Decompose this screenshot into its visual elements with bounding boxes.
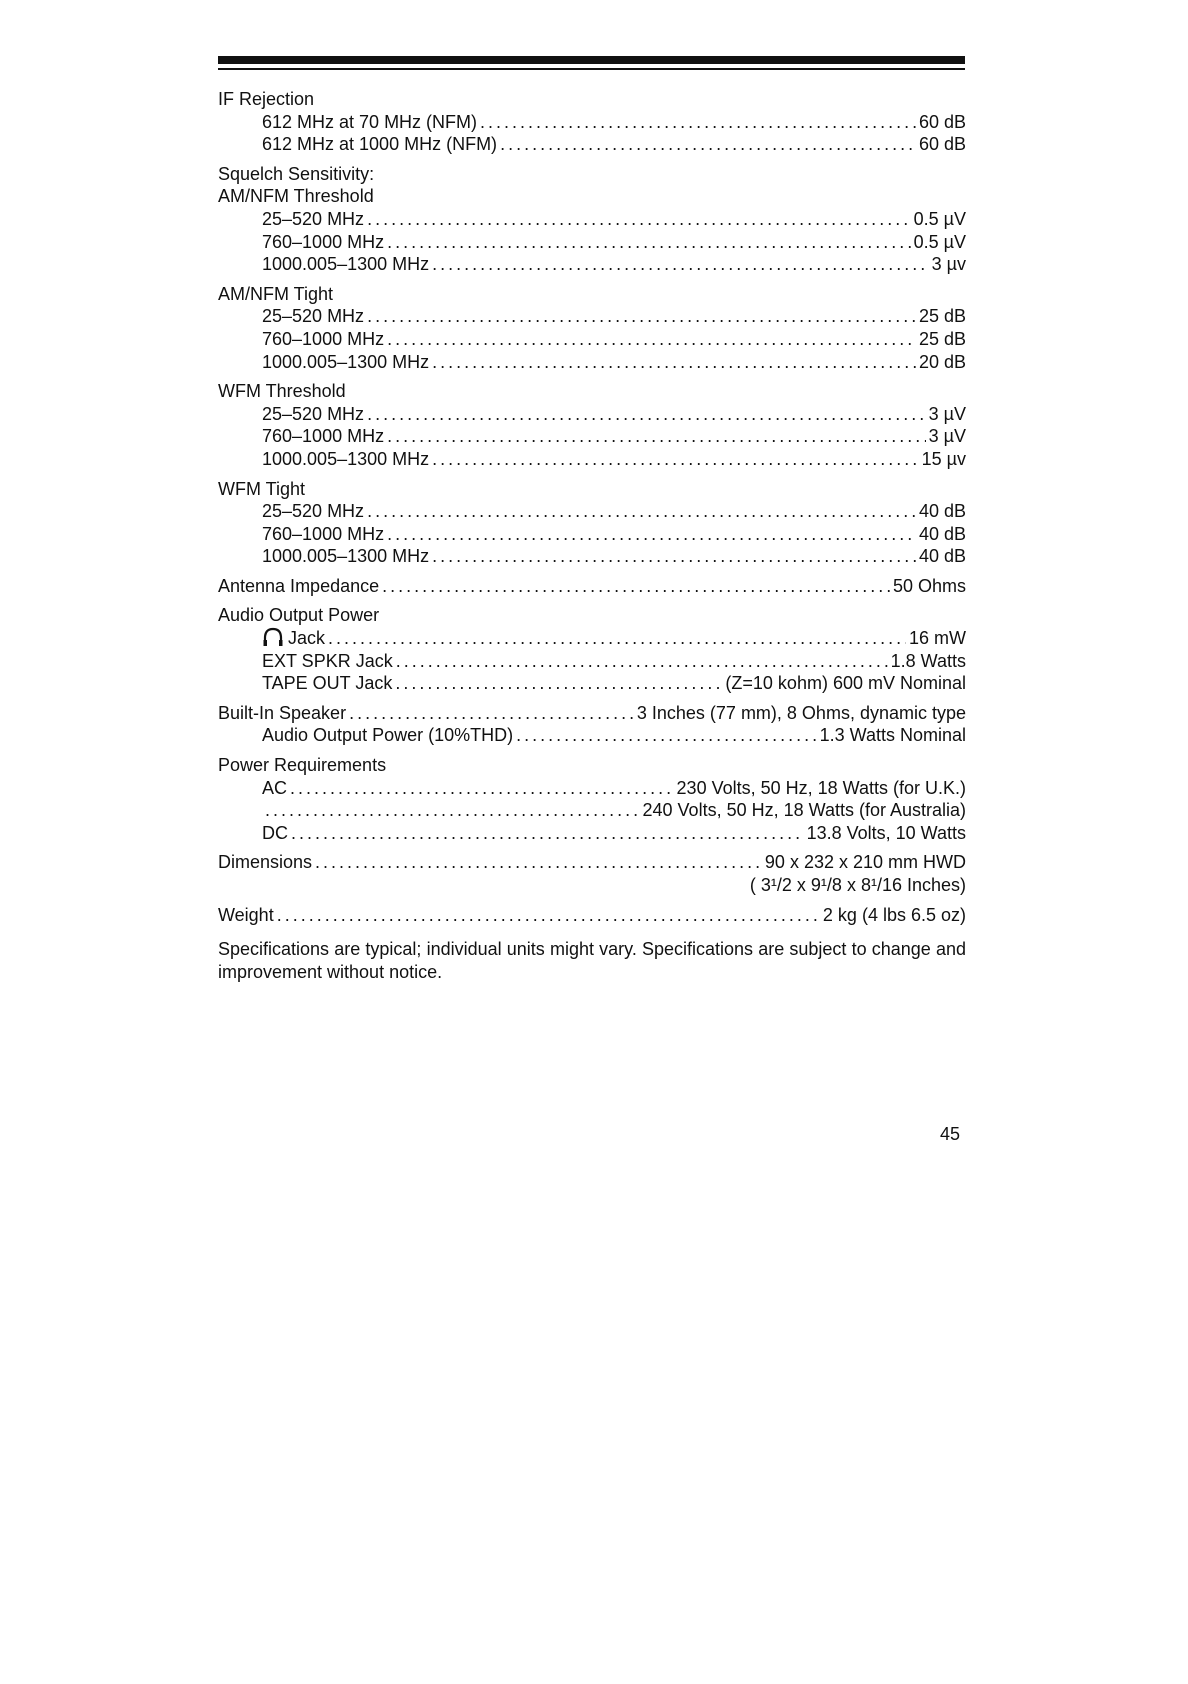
spec-row [218, 777, 966, 800]
spec-row [218, 328, 966, 351]
spec-label: 25–520 MHz [262, 306, 365, 327]
spec-label: Weight [218, 904, 274, 925]
spec-value: 40 dB [918, 523, 966, 544]
spec-row [218, 133, 966, 156]
spec-value: 0.5 µV [913, 208, 966, 229]
speaker-section [218, 702, 966, 747]
section-heading: IF Rejection [218, 89, 315, 109]
power-section [218, 754, 966, 844]
spec-row [218, 253, 966, 276]
group-heading: WFM Tight [218, 478, 306, 499]
spec-value: 1.8 Watts [890, 650, 966, 671]
spec-label: 760–1000 MHz [262, 328, 385, 349]
spec-value: 15 µv [921, 448, 966, 469]
spec-value: 3 µv [931, 254, 966, 275]
spec-row [218, 208, 966, 231]
spec-label: AC [262, 777, 288, 798]
spec-row [218, 627, 966, 650]
header-rule-thick [218, 56, 965, 64]
spec-row [218, 724, 966, 747]
spec-row [218, 351, 966, 374]
spec-label: Dimensions [218, 852, 313, 873]
group-heading: WFM Threshold [218, 381, 346, 402]
spec-label: 760–1000 MHz [262, 231, 385, 252]
spec-value: 13.8 Volts, 10 Watts [806, 822, 966, 843]
audio-output-section [218, 604, 966, 694]
spec-value: 25 dB [918, 306, 966, 327]
spec-label: 1000.005–1300 MHz [262, 448, 430, 469]
spec-value: 2 kg (4 lbs 6.5 oz) [822, 904, 966, 925]
specifications-list [218, 88, 966, 984]
section-heading: Squelch Sensitivity: [218, 163, 375, 184]
spec-row [218, 799, 966, 822]
spec-value: (Z=10 kohm) 600 mV Nominal [725, 673, 966, 694]
spec-row [218, 851, 966, 874]
squelch-group [218, 478, 966, 568]
spec-value: 240 Volts, 50 Hz, 18 Watts (for Australia) [642, 800, 966, 821]
section-heading: Audio Output Power [218, 605, 380, 626]
specifications-note: Specifications are typical; individual units might vary. Specifications are subject to change and improvement without notice. [218, 939, 966, 983]
spec-label: Audio Output Power (10%THD) [262, 725, 514, 746]
spec-value: 16 mW [908, 628, 966, 649]
spec-value: 0.5 µV [913, 231, 966, 252]
spec-value: 230 Volts, 50 Hz, 18 Watts (for U.K.) [676, 777, 966, 798]
spec-label: TAPE OUT Jack [262, 673, 393, 694]
spec-value: 3 µV [928, 426, 966, 447]
spec-value: 60 dB [918, 134, 966, 155]
spec-row [218, 822, 966, 845]
spec-label: 1000.005–1300 MHz [262, 254, 430, 275]
spec-value: 25 dB [918, 328, 966, 349]
squelch-group [218, 283, 966, 373]
spec-label: 25–520 MHz [262, 501, 365, 522]
spec-value: 90 x 232 x 210 mm HWD [764, 852, 966, 873]
spec-row [218, 500, 966, 523]
spec-row [218, 672, 966, 695]
squelch-group [218, 380, 966, 470]
if-rejection-section [218, 88, 966, 156]
spec-row [218, 545, 966, 568]
spec-label: EXT SPKR Jack [262, 650, 393, 671]
spec-label: 1000.005–1300 MHz [262, 351, 430, 372]
spec-value-continued: ( 3¹/2 x 9¹/8 x 8¹/16 Inches) [749, 875, 966, 895]
spec-row [218, 448, 966, 471]
spec-value: 50 Ohms [892, 575, 966, 596]
spec-label: 1000.005–1300 MHz [262, 546, 430, 567]
spec-value: 40 dB [918, 546, 966, 567]
spec-label: 25–520 MHz [262, 208, 365, 229]
spec-row [218, 575, 966, 598]
spec-label: 760–1000 MHz [262, 426, 385, 447]
spec-value: 3 µV [928, 403, 966, 424]
spec-row [218, 702, 966, 725]
spec-value: 60 dB [918, 111, 966, 132]
headphone-icon [262, 627, 284, 647]
spec-value: 1.3 Watts Nominal [819, 725, 966, 746]
spec-label: Jack [288, 628, 326, 649]
spec-value: 3 Inches (77 mm), 8 Ohms, dynamic type [636, 702, 966, 723]
spec-value: 40 dB [918, 501, 966, 522]
spec-row [218, 904, 966, 927]
spec-label: 612 MHz at 1000 MHz (NFM) [262, 134, 498, 155]
section-heading: Power Requirements [218, 755, 387, 776]
spec-label: DC [262, 822, 288, 843]
spec-row [218, 650, 966, 673]
spec-value: 20 dB [918, 351, 966, 372]
spec-label: Built-In Speaker [218, 702, 347, 723]
page-number: 45 [940, 1124, 961, 1144]
spec-label: 25–520 MHz [262, 403, 365, 424]
spec-row [218, 523, 966, 546]
spec-label: Antenna Impedance [218, 575, 380, 596]
weight-section [218, 904, 966, 927]
spec-row [218, 231, 966, 254]
spec-label-group [262, 627, 325, 650]
spec-label: 760–1000 MHz [262, 523, 385, 544]
group-heading: AM/NFM Tight [218, 283, 334, 304]
group-heading: AM/NFM Threshold [218, 186, 374, 207]
antenna-section [218, 575, 966, 598]
spec-row [218, 305, 966, 328]
spec-row [218, 425, 966, 448]
spec-row [218, 111, 966, 134]
squelch-section [218, 163, 966, 276]
dimensions-section [218, 851, 966, 896]
spec-label: 612 MHz at 70 MHz (NFM) [262, 111, 478, 132]
header-rule-thin [218, 68, 965, 70]
spec-row [218, 403, 966, 426]
